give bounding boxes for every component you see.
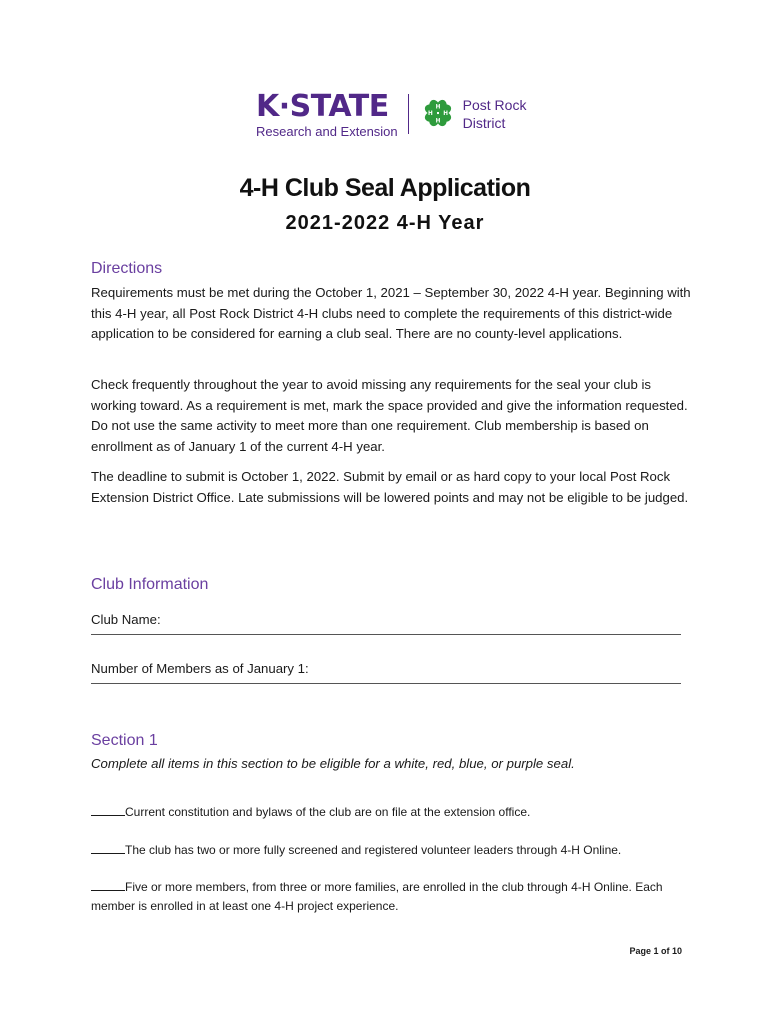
club-name-field[interactable] bbox=[91, 612, 681, 635]
header-logos bbox=[256, 89, 527, 140]
members-count-field[interactable] bbox=[91, 661, 681, 684]
requirement-item bbox=[91, 878, 691, 916]
requirement-text: Five or more members, from three or more families, are enrolled in the club through 4-H Online. Each member is enrolled in at least one 4-H project experience. bbox=[91, 880, 663, 913]
section-1-instruction: Complete all items in this section to be eligible for a white, red, blue, or purple seal. bbox=[91, 756, 575, 771]
directions-paragraph-2 bbox=[91, 375, 691, 457]
requirement-checkbox-blank[interactable] bbox=[91, 842, 125, 854]
requirement-text: The club has two or more fully screened and registered volunteer leaders through 4-H Online. bbox=[125, 843, 622, 857]
club-name-label: Club Name: bbox=[91, 612, 161, 627]
district-line-2: District bbox=[462, 115, 506, 131]
kstate-logo bbox=[256, 89, 398, 140]
kstate-wordmark: K·STATE bbox=[256, 89, 389, 124]
page-title: 4-H Club Seal Application bbox=[239, 174, 531, 202]
directions-text: Check frequently throughout the year to avoid missing any requirements for the seal your club is working toward. As a requirement is met, mark the space provided and give the information requested. Do not use the same activity to meet more than one requirement. Club membership is based on enrollment as of January 1 of the current 4-H year. bbox=[91, 377, 688, 454]
logo-divider bbox=[408, 94, 409, 134]
members-count-label: Number of Members as of January 1: bbox=[91, 661, 309, 676]
svg-text:H: H bbox=[427, 110, 433, 117]
directions-text: The deadline to submit is October 1, 2022. Submit by email or as hard copy to your local Post Rock Extension District Office. Late submissions will be lowered points and may not be eligible to be judged. bbox=[91, 469, 689, 505]
svg-text:H: H bbox=[435, 104, 441, 111]
section-1-heading: Section 1 bbox=[91, 732, 158, 749]
kstate-subtitle: Research and Extension bbox=[256, 124, 398, 139]
directions-paragraph-1 bbox=[91, 283, 691, 345]
directions-text: Requirements must be met during the October 1, 2021 – September 30, 2022 4-H year. Beginning with this 4-H year, all Post Rock District 4-H clubs need to complete the requirements of this district-wide application to be considered for earning a club seal. There are no county-level applications. bbox=[91, 285, 691, 342]
page-subtitle: 2021-2022 4-H Year bbox=[285, 212, 485, 234]
four-h-clover-icon bbox=[419, 94, 457, 132]
directions-heading: Directions bbox=[91, 260, 163, 277]
requirement-text: Current constitution and bylaws of the club are on file at the extension office. bbox=[125, 805, 531, 819]
requirement-checkbox-blank[interactable] bbox=[91, 879, 125, 891]
svg-text:H: H bbox=[442, 110, 448, 117]
requirement-item bbox=[91, 841, 691, 860]
svg-text:H: H bbox=[435, 118, 441, 125]
requirement-item bbox=[91, 803, 691, 822]
club-info-heading: Club Information bbox=[91, 576, 209, 593]
district-logo-text bbox=[463, 96, 527, 132]
directions-paragraph-3 bbox=[91, 467, 691, 508]
page-number: Page 1 of 10 bbox=[629, 946, 682, 956]
requirement-checkbox-blank[interactable] bbox=[91, 804, 125, 816]
district-line-1: Post Rock bbox=[462, 97, 527, 113]
